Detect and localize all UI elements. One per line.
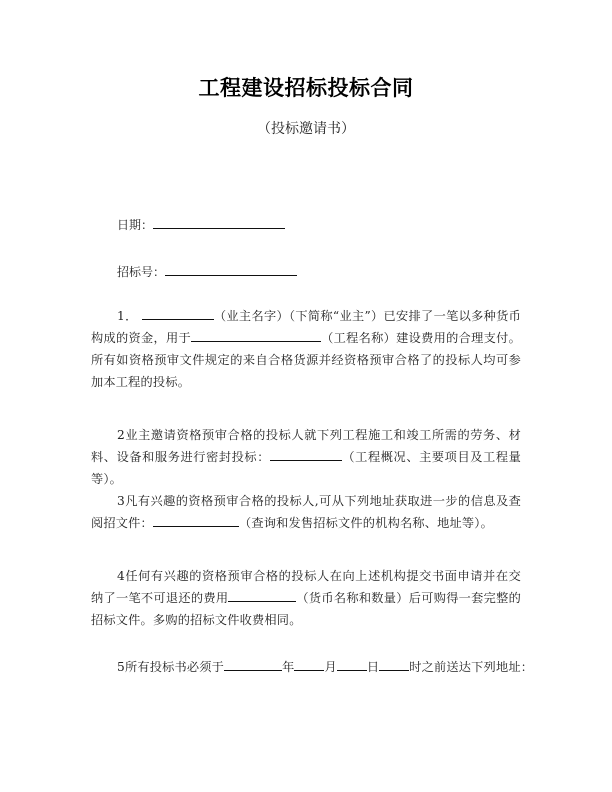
paragraph-2 [91,424,521,490]
bid-number-label: 招标号： [117,265,166,279]
p4-text-1: 4任何有兴趣的资格预审合格的投标人在向上述机构提交书面申请并在交纳了一笔不可退还的费用 [91,569,521,605]
p4-text-2: （货币名称和数量）后可购得一套完整的招标文件。多购的招标文件收费相同。 [91,591,521,627]
document-title: 工程建设招标投标合同 [198,76,414,100]
p5-text-1: 5所有投标书必须于 [117,660,225,674]
project-name-blank[interactable] [191,331,321,342]
bid-number-blank[interactable] [165,264,297,276]
p1-text-1: （业主名字）（下简称“业主”）已安排了一笔以多种货币构成的资金，用于 [91,309,522,345]
p3-text-2: （查询和发售招标文件的机构名称、地址等）。 [238,516,493,530]
document-subtitle: （投标邀请书） [257,121,355,137]
project-scope-blank[interactable] [270,450,342,461]
paragraph-3 [91,490,521,534]
p2-text-2: （工程概况、主要项目及工程量等）。 [91,450,521,486]
year-blank[interactable] [224,660,282,671]
p1-prefix: 1． [117,309,138,323]
paragraph-4 [91,565,521,631]
bid-number-field [117,263,297,280]
p2-text-1: 2业主邀请资格预审合格的投标人就下列工程施工和竣工所需的劳务、材料、设备和服务进行密封投标： [91,428,521,464]
month-label: 月 [324,660,337,674]
p1-text-2: （工程名称）建设费用的合理支付。所有如资格预审文件规定的来自合格货源并经资格预审合格了的投标人均可参加本工程的投标。 [91,331,521,389]
date-label: 日期： [117,218,154,232]
date-field [117,216,285,233]
day-blank[interactable] [337,660,367,671]
p3-text-1: 3凡有兴趣的资格预审合格的投标人,可从下列地址获取进一步的信息及查阅招文件： [91,494,521,530]
day-label: 日 [366,660,380,674]
paragraph-1 [91,305,521,393]
paragraph-5 [91,656,534,678]
agency-address-blank[interactable] [153,516,239,527]
date-blank[interactable] [153,217,285,229]
month-blank[interactable] [294,660,324,671]
fee-blank[interactable] [228,591,296,602]
year-label: 年 [282,660,295,674]
p5-text-2: 时之前送达下列地址： [409,660,534,674]
hour-blank[interactable] [379,660,409,671]
owner-name-blank[interactable] [142,309,214,320]
